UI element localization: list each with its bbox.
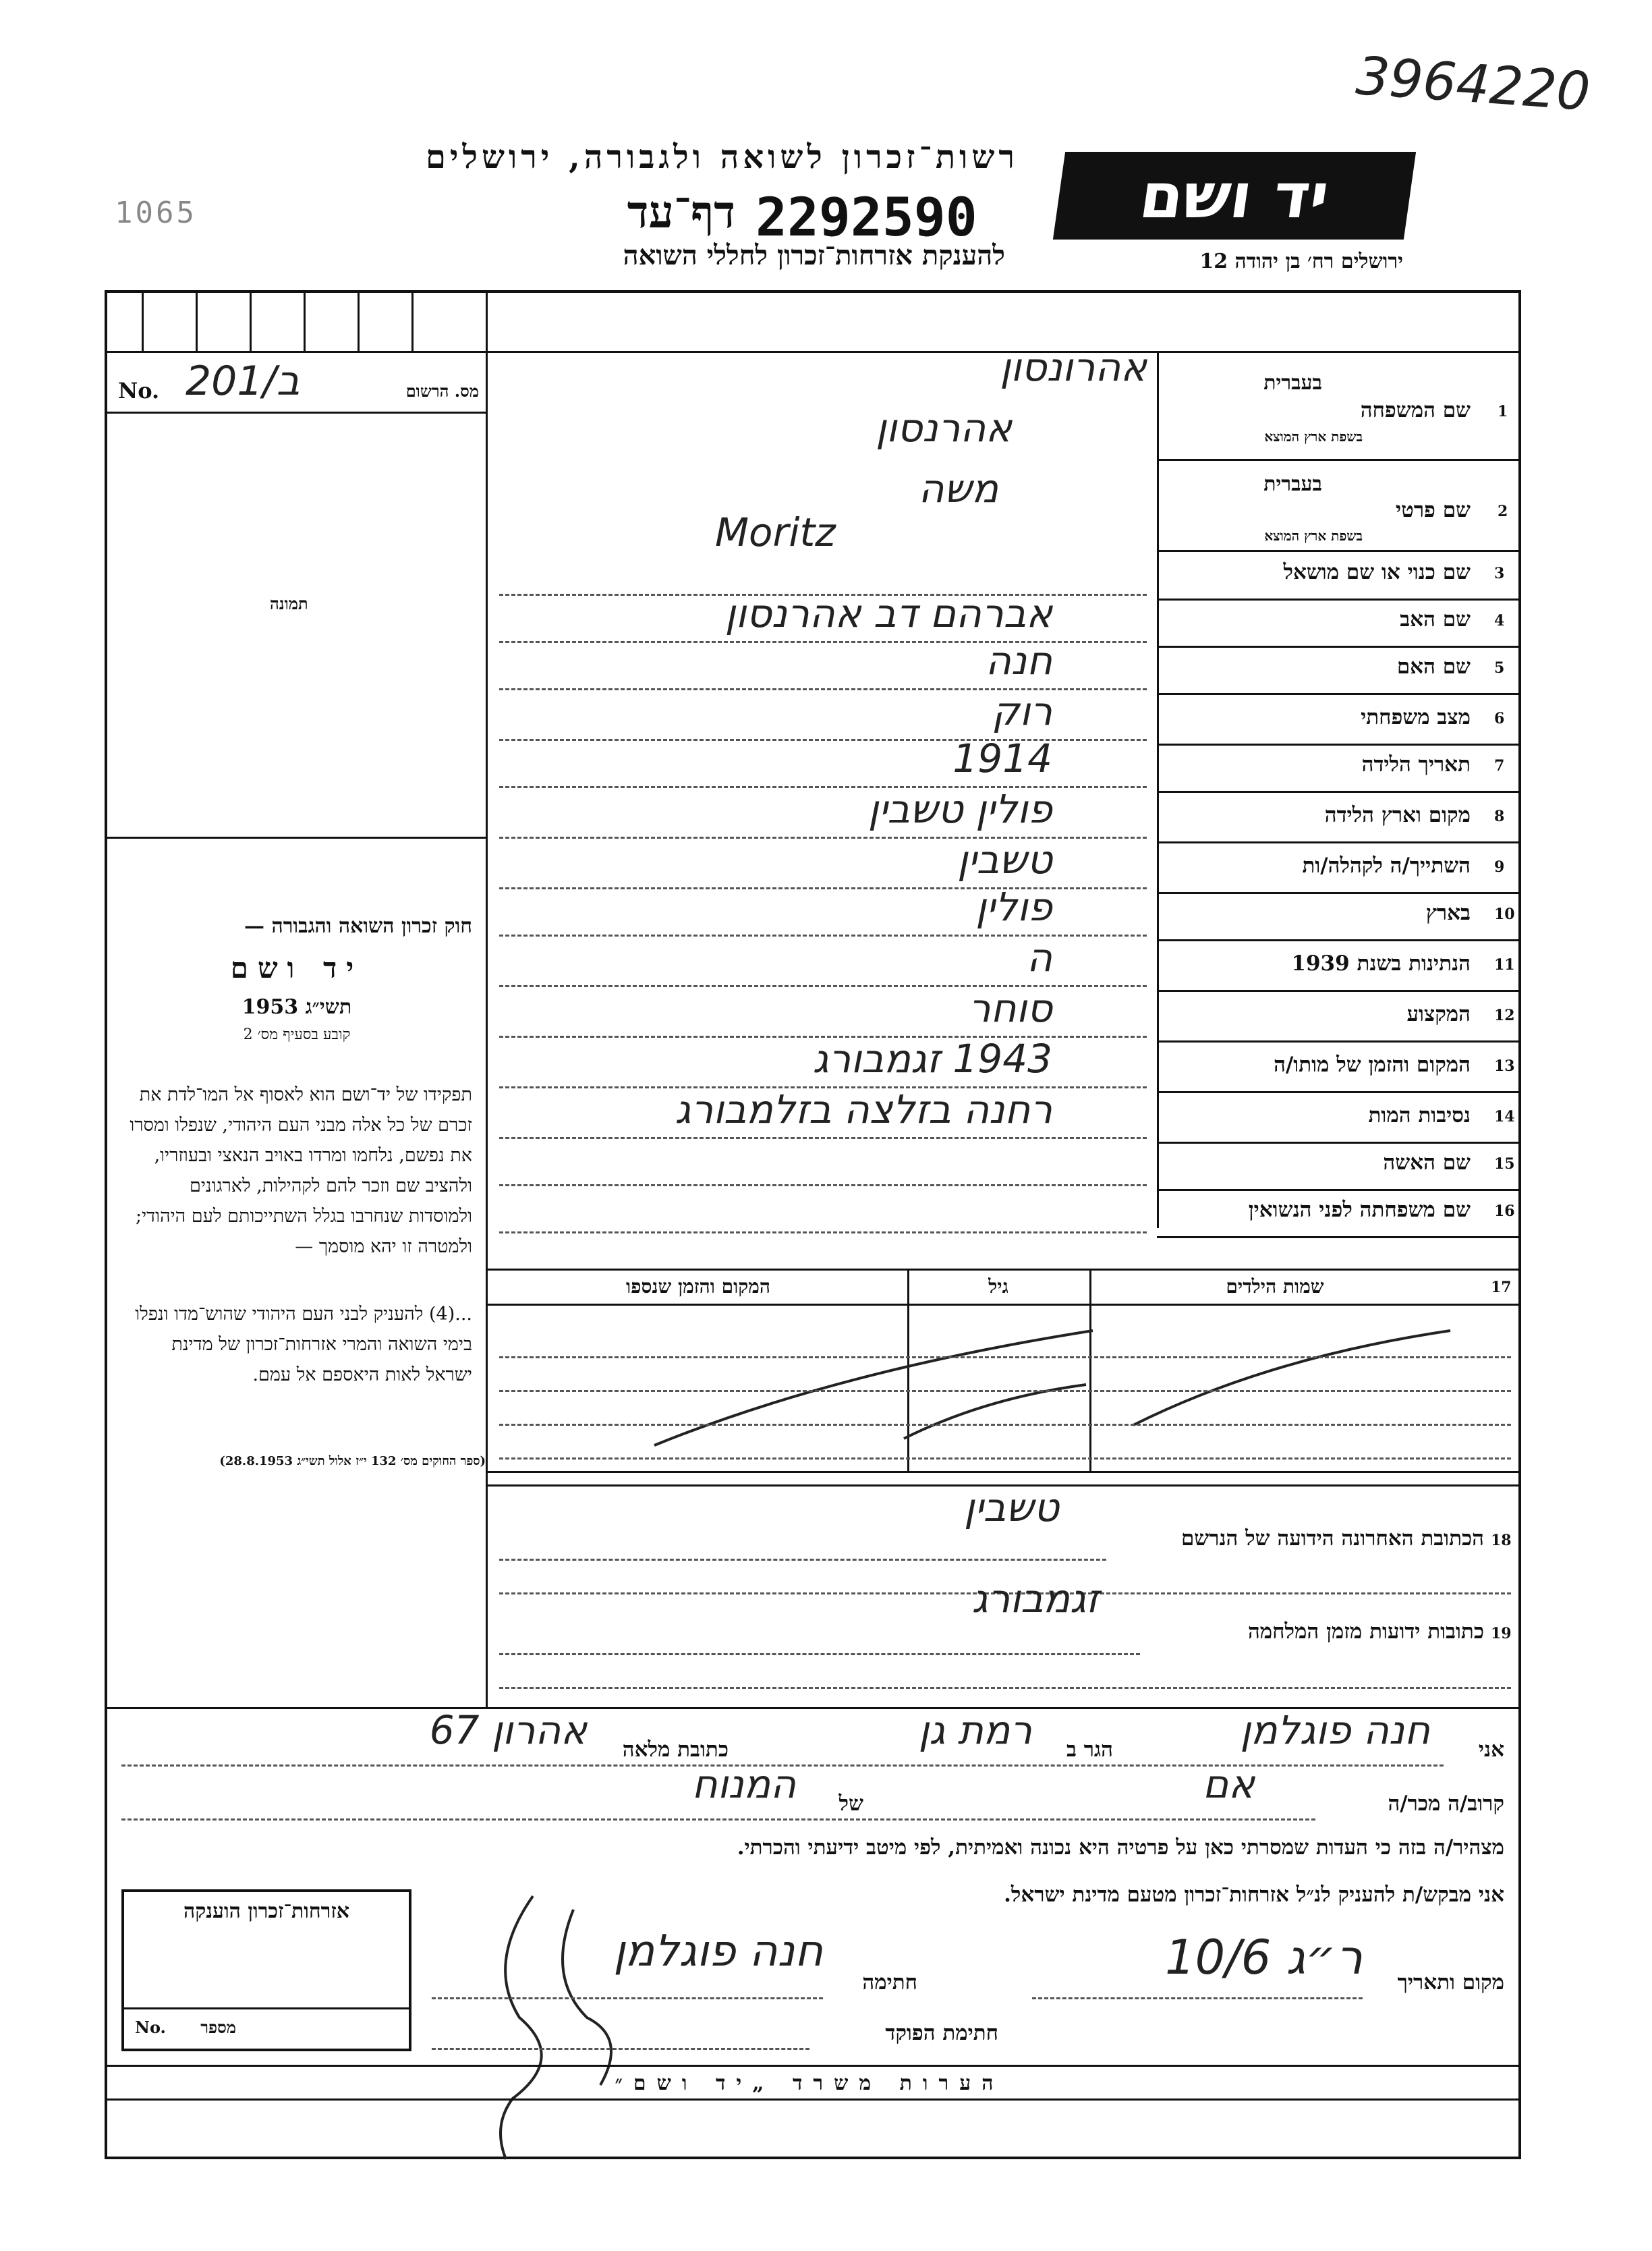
field-16-num: 16	[1494, 1202, 1515, 1220]
yad-vashem-logo	[1053, 152, 1416, 240]
children-age-header: גיל	[988, 1275, 1008, 1298]
form-subtitle: להענקת אזרחות־זכרון לחללי השואה	[623, 240, 1005, 271]
field-1-value-origin: אהרנסון	[876, 405, 1012, 451]
address-18-value: טשבין	[963, 1484, 1059, 1530]
field-10-num: 10	[1494, 906, 1515, 923]
field-3-label: שם כנוי או שם מושאל	[1283, 560, 1471, 584]
field-5-num: 5	[1494, 659, 1505, 677]
field-10-value: פולין	[975, 884, 1052, 930]
field-7-num: 7	[1494, 757, 1505, 775]
law-clause: קובע בסעיף מס׳ 2	[243, 1026, 351, 1043]
field-2-num: 2	[1498, 503, 1508, 520]
field-15-label: שם האשה	[1383, 1150, 1471, 1175]
signature-label: חתימה	[862, 1970, 917, 1995]
citizenship-no-label: No.	[135, 2018, 166, 2037]
field-9-num: 9	[1494, 858, 1505, 876]
stamp-number: 1065	[115, 196, 197, 230]
field-5-value: חנה	[985, 638, 1052, 684]
declarant-name: חנה פוגלמן	[1240, 1707, 1430, 1753]
field-9-label: השתייך/ה לקהלה/ות	[1302, 854, 1471, 878]
address-19-num: 19	[1491, 1625, 1512, 1642]
request-text: אני מבקש/ת להעניק לנ״ל אזרחות־זכרון מטעם מדינת ישראל.	[1004, 1883, 1504, 1907]
field-11-label: הנתינות בשנת 1939	[1291, 951, 1471, 976]
field-2-value: משה	[918, 466, 998, 511]
field-12-label: המקצוע	[1406, 1002, 1471, 1026]
law-paragraph-2: ...(4) להעניק לבני העם היהודי שהוש־מדו ונפלו בימי השואה והמרי אזרחות־זכרון של מדינת ישראל לאות היאספם אל עמם.	[135, 1304, 472, 1385]
children-names-header: שמות הילדים	[1226, 1275, 1324, 1298]
address-19-value: זגמבורג	[971, 1576, 1100, 1621]
field-5-label: שם האם	[1396, 655, 1471, 679]
field-12-num: 12	[1494, 1007, 1515, 1024]
registration-no-value: 201/ב	[186, 358, 300, 405]
field-14-num: 14	[1494, 1108, 1515, 1126]
field-8-num: 8	[1494, 808, 1505, 825]
field-13-label: המקום והזמן של מותו/ה	[1274, 1053, 1471, 1077]
field-4-num: 4	[1494, 612, 1505, 630]
field-2-sub-hebrew: בעברית	[1263, 472, 1322, 496]
field-4-value: אברהם דב אהרנסון	[724, 590, 1052, 636]
field-1-value: אהרונסון	[1000, 344, 1147, 390]
field-14-label: נסיבות המות	[1368, 1103, 1471, 1128]
field-11-num: 11	[1494, 956, 1515, 974]
field-2-label: שם פרטי	[1395, 498, 1471, 522]
field-15-num: 15	[1494, 1155, 1515, 1173]
form-title: דף־עד	[627, 186, 735, 238]
archive-number: 3964220	[1354, 45, 1593, 123]
address-line: ירושלים רח׳ בן יהודה 12	[1199, 250, 1403, 273]
declarant-resides-label: הגר ב	[1066, 1738, 1113, 1762]
field-13-value: 1943 זגמבורג	[812, 1036, 1052, 1082]
address-18-num: 18	[1491, 1532, 1512, 1549]
law-title: חוק זכרון השואה והגבורה —	[244, 914, 472, 938]
place-date-value: ר״ג 10/6	[1165, 1930, 1363, 1985]
signature-scrawl	[472, 1883, 675, 2166]
address-19-label: כתובות ידועות מזמן המלחמה	[1247, 1619, 1484, 1644]
logo-text: יד ושם	[1135, 159, 1334, 232]
law-paragraph-1: תפקידו של יד־ושם הוא לאסוף אל המו־לדת את זכרם של כל אלה מבני העם היהודי, שנפלו ומסרו את נפשם, נלחמו ומרדו באויב הנאצי ובעוזריו, ולהציב שם וזכר להם לקהילות, לארגונים ולמוסדות שנחרבו בגלל השתייכותם לעם היהודי; ולמטרה זו יהא מוסמך —	[130, 1084, 472, 1257]
field-1-sub-hebrew: בעברית	[1263, 371, 1322, 395]
registration-label: מס. הרשום	[405, 381, 479, 401]
field-7-label: תאריך הלידה	[1361, 752, 1471, 777]
field-16-label: שם משפחתה לפני הנשואין	[1248, 1198, 1471, 1222]
field-1-sub-origin: בשפת ארץ המוצא	[1264, 428, 1363, 445]
law-citation: (ספר החוקים מס׳ 132 י״ז אלול תשי״ג 28.8.1953)	[219, 1454, 486, 1468]
children-place-header: המקום והזמן שנספו	[626, 1275, 770, 1298]
children-num: 17	[1491, 1279, 1512, 1296]
field-4-label: שם האב	[1400, 607, 1471, 632]
citizenship-num-label: מספר	[200, 2018, 236, 2037]
field-6-num: 6	[1494, 710, 1505, 727]
field-7-value: 1914	[952, 735, 1052, 781]
field-1-label: שם המשפחה	[1360, 398, 1471, 422]
declarant-city: רמת גן	[918, 1707, 1032, 1753]
field-8-value: פולין טשבין	[867, 786, 1052, 832]
declarant-relative-label: קרוב/ה מכר/ה	[1388, 1791, 1504, 1816]
signature-value: חנה פוגלמן	[613, 1926, 823, 1976]
field-6-value: רוק	[992, 688, 1052, 734]
declarant-relation: אם	[1202, 1761, 1255, 1807]
law-year: תשי״ג 1953	[241, 995, 352, 1019]
declarant-i-label: אני	[1478, 1738, 1504, 1762]
field-2-value-origin: Moritz	[715, 509, 836, 555]
form-number: 2292590	[756, 188, 977, 248]
field-14-value: רחנה בזלצה בזלמבורג	[675, 1086, 1052, 1132]
officer-signature-label: חתימת הפוקד	[885, 2021, 998, 2045]
field-8-label: מקום וארץ הלידה	[1324, 803, 1471, 827]
field-13-num: 13	[1494, 1057, 1515, 1075]
declarant-address: אהרון 67	[429, 1707, 587, 1753]
field-1-num: 1	[1498, 403, 1508, 420]
children-strike-lines	[486, 1304, 1521, 1471]
field-2-sub-origin: בשפת ארץ המוצא	[1264, 528, 1363, 544]
field-10-label: בארץ	[1425, 901, 1471, 925]
address-18-label: הכתובת האחרונה הידועה של הנרשם	[1180, 1526, 1484, 1551]
footer-remarks: הערות משרד „יד ושם״	[615, 2072, 1004, 2095]
law-name: יד ושם	[230, 951, 364, 984]
declaration-text: מצהיר/ה בזה כי העדות שמסרתי כאן על פרטיה היא נכונה ואמיתית, לפי מיטב ידיעתי והכרתי.	[737, 1835, 1504, 1860]
citizenship-title: אזרחות־זכרון הוענקה	[183, 1899, 350, 1923]
registration-no-label: No.	[118, 378, 160, 404]
place-date-label: מקום ותאריך	[1397, 1970, 1504, 1995]
organization-line: רשות־זכרון לשואה ולגבורה, ירושלים	[425, 138, 1019, 176]
field-3-num: 3	[1494, 565, 1505, 582]
photo-label: תמונה	[270, 594, 308, 613]
declarant-address-label: כתובת מלאה	[622, 1738, 729, 1762]
field-9-value: טשבין	[957, 837, 1052, 883]
field-12-value: סוחר	[968, 985, 1052, 1031]
declarant-of-value: המנוח	[691, 1761, 796, 1807]
field-11-value: ה	[1027, 935, 1052, 980]
declarant-of-label: של	[838, 1791, 863, 1816]
field-6-label: מצב משפחתי	[1361, 705, 1471, 729]
